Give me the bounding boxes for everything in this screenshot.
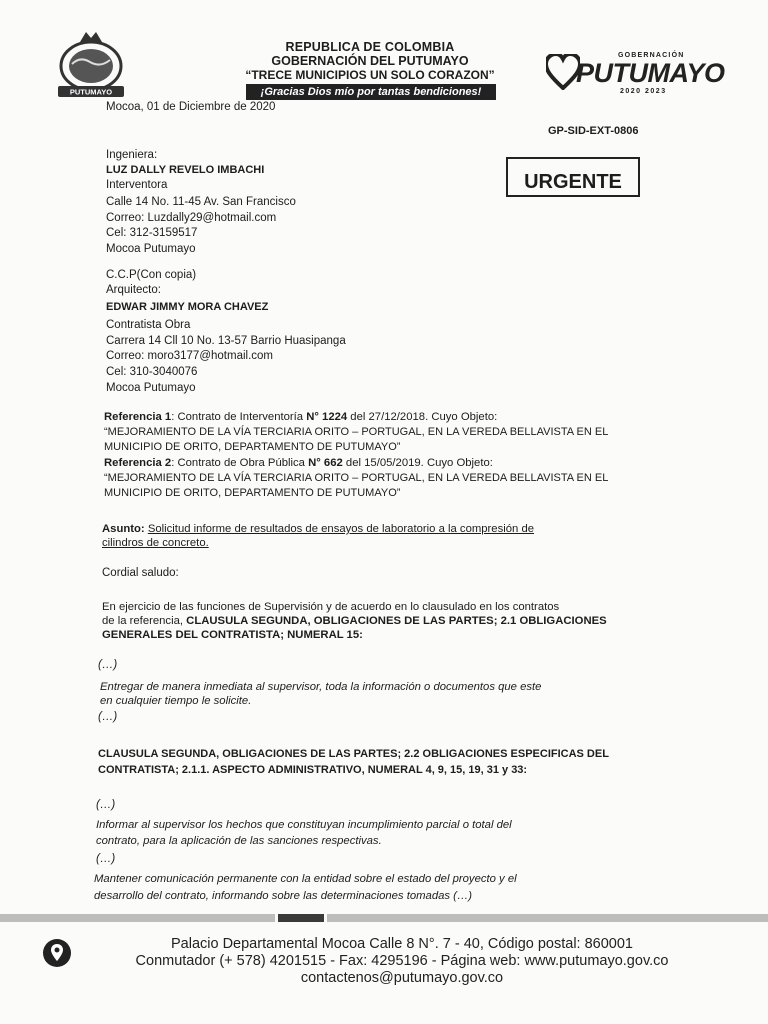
subject-label: Asunto:: [102, 523, 145, 535]
reference-1-post: del 27/12/2018. Cuyo Objeto:: [347, 411, 498, 423]
urgent-stamp: URGENTE: [506, 157, 640, 197]
clause-2-2-heading-1: CLAUSULA SEGUNDA, OBLIGACIONES DE LAS PARTES; 2.2 OBLIGACIONES ESPECIFICAS DEL: [98, 748, 609, 760]
greeting: Cordial saludo:: [102, 567, 179, 579]
reference-1-label: Referencia 1: [104, 411, 172, 423]
letterhead-slogan: ¡Gracias Dios mío por tantas bendiciones!: [246, 84, 496, 100]
recipient2-email: Correo: moro3177@hotmail.com: [106, 350, 273, 362]
letterhead-government: GOBERNACIÓN DEL PUTUMAYO: [271, 54, 469, 68]
quote-1-line-2: en cualquier tiempo le solicite.: [100, 695, 252, 707]
recipient1-title: Ingeniera:: [106, 149, 158, 161]
heart-logo-icon: [546, 54, 580, 90]
footer-bar-left: [0, 914, 275, 922]
reference-1-object-2: MUNICIPIO DE ORITO, DEPARTAMENTO DE PUTUMAYO”: [104, 441, 401, 453]
letterhead-motto: “TRECE MUNICIPIOS UN SOLO CORAZON”: [245, 68, 495, 82]
reference-2-post: del 15/05/2019. Cuyo Objeto:: [342, 457, 493, 469]
logo-years-label: 2020 2023: [620, 88, 667, 95]
seal-label: PUTUMAYO: [69, 87, 113, 97]
footer-phone-web: Conmutador (+ 578) 4201515 - Fax: 4295196 - Página web: www.putumayo.gov.co: [135, 953, 669, 969]
ellipsis-2: (…): [98, 711, 118, 723]
subject-text-2: cilindros de concreto.: [102, 537, 209, 549]
recipient1-email: Correo: Luzdally29@hotmail.com: [106, 212, 277, 224]
recipient2-city: Mocoa Putumayo: [106, 382, 196, 394]
clause-2-1-heading-2: GENERALES DEL CONTRATISTA; NUMERAL 15:: [102, 629, 363, 641]
recipient2-name: EDWAR JIMMY MORA CHAVEZ: [106, 301, 269, 313]
recipient2-title: Arquitecto:: [106, 284, 161, 296]
reference-1-number: N° 1224: [306, 411, 348, 423]
document-code: GP-SID-EXT-0806: [548, 125, 639, 137]
ellipsis-3: (…): [96, 799, 116, 811]
recipient2-phone: Cel: 310-3040076: [106, 366, 198, 378]
quote-3-line-2: desarrollo del contrato, informando sobre las determinaciones tomadas (…): [94, 890, 473, 902]
letterhead: [220, 40, 520, 82]
location-pin-icon: [42, 938, 72, 968]
department-seal-icon: [50, 28, 132, 102]
logo-gobernacion-label: GOBERNACIÓN: [618, 52, 685, 59]
place-date: Mocoa, 01 de Diciembre de 2020: [106, 101, 276, 113]
footer-bar-right: [327, 914, 768, 922]
clause-2-2-heading-2: CONTRATISTA; 2.1.1. ASPECTO ADMINISTRATIVO, NUMERAL 4, 9, 15, 19, 31 y 33:: [98, 764, 528, 776]
letterhead-country: REPUBLICA DE COLOMBIA: [285, 40, 455, 54]
reference-2-number: N° 662: [308, 457, 343, 469]
ellipsis-4: (…): [96, 853, 116, 865]
reference-2-label: Referencia 2: [104, 457, 172, 469]
subject-text-1: Solicitud informe de resultados de ensayos de laboratorio a la compresión de: [147, 523, 535, 535]
footer-address: Palacio Departamental Mocoa Calle 8 N°. 7 - 40, Código postal: 860001: [170, 936, 633, 952]
gobernacion-logo: [540, 48, 735, 98]
reference-1-pre: : Contrato de Interventoría: [171, 411, 307, 423]
paragraph-1-prefix: de la referencia,: [102, 615, 187, 627]
reference-1-line: [104, 410, 497, 424]
reference-2-pre: : Contrato de Obra Pública: [171, 457, 309, 469]
ellipsis-1: (…): [98, 659, 118, 671]
logo-putumayo-label: PUTUMAYO: [576, 58, 725, 88]
paragraph-1-line-2: [102, 614, 607, 628]
recipient1-name: LUZ DALLY REVELO IMBACHI: [106, 164, 265, 176]
footer-bar-center: [278, 914, 324, 922]
clause-2-1-heading: CLAUSULA SEGUNDA, OBLIGACIONES DE LAS PARTES; 2.1 OBLIGACIONES: [186, 615, 607, 627]
reference-2-line: [104, 456, 493, 470]
reference-2-object-2: MUNICIPIO DE ORITO, DEPARTAMENTO DE PUTUMAYO”: [104, 487, 401, 499]
recipient2-role: Contratista Obra: [106, 319, 191, 331]
subject-line-1: [102, 522, 534, 536]
footer-contact: [92, 936, 712, 987]
quote-2-line-2: contrato, para la aplicación de las sanciones respectivas.: [96, 835, 382, 847]
ccp-label: C.C.P(Con copia): [106, 269, 197, 281]
reference-1-object-1: “MEJORAMIENTO DE LA VÍA TERCIARIA ORITO – PORTUGAL, EN LA VEREDA BELLAVISTA EN EL: [104, 426, 609, 438]
recipient2-address: Carrera 14 Cll 10 No. 13-57 Barrio Huasipanga: [106, 335, 346, 347]
recipient1-role: Interventora: [106, 179, 168, 191]
quote-1-line-1: Entregar de manera inmediata al supervisor, toda la información o documentos que este: [100, 681, 542, 693]
footer-email: contactenos@putumayo.gov.co: [300, 970, 504, 986]
recipient1-address: Calle 14 No. 11-45 Av. San Francisco: [106, 196, 296, 208]
quote-3-line-1: Mantener comunicación permanente con la entidad sobre el estado del proyecto y el: [94, 873, 517, 885]
paragraph-1-line-1: En ejercicio de las funciones de Supervisión y de acuerdo en lo clausulado en los contratos: [102, 601, 560, 613]
recipient1-city: Mocoa Putumayo: [106, 243, 196, 255]
quote-2-line-1: Informar al supervisor los hechos que constituyan incumplimiento parcial o total del: [96, 819, 512, 831]
reference-2-object-1: “MEJORAMIENTO DE LA VÍA TERCIARIA ORITO – PORTUGAL, EN LA VEREDA BELLAVISTA EN EL: [104, 472, 609, 484]
recipient1-phone: Cel: 312-3159517: [106, 227, 198, 239]
